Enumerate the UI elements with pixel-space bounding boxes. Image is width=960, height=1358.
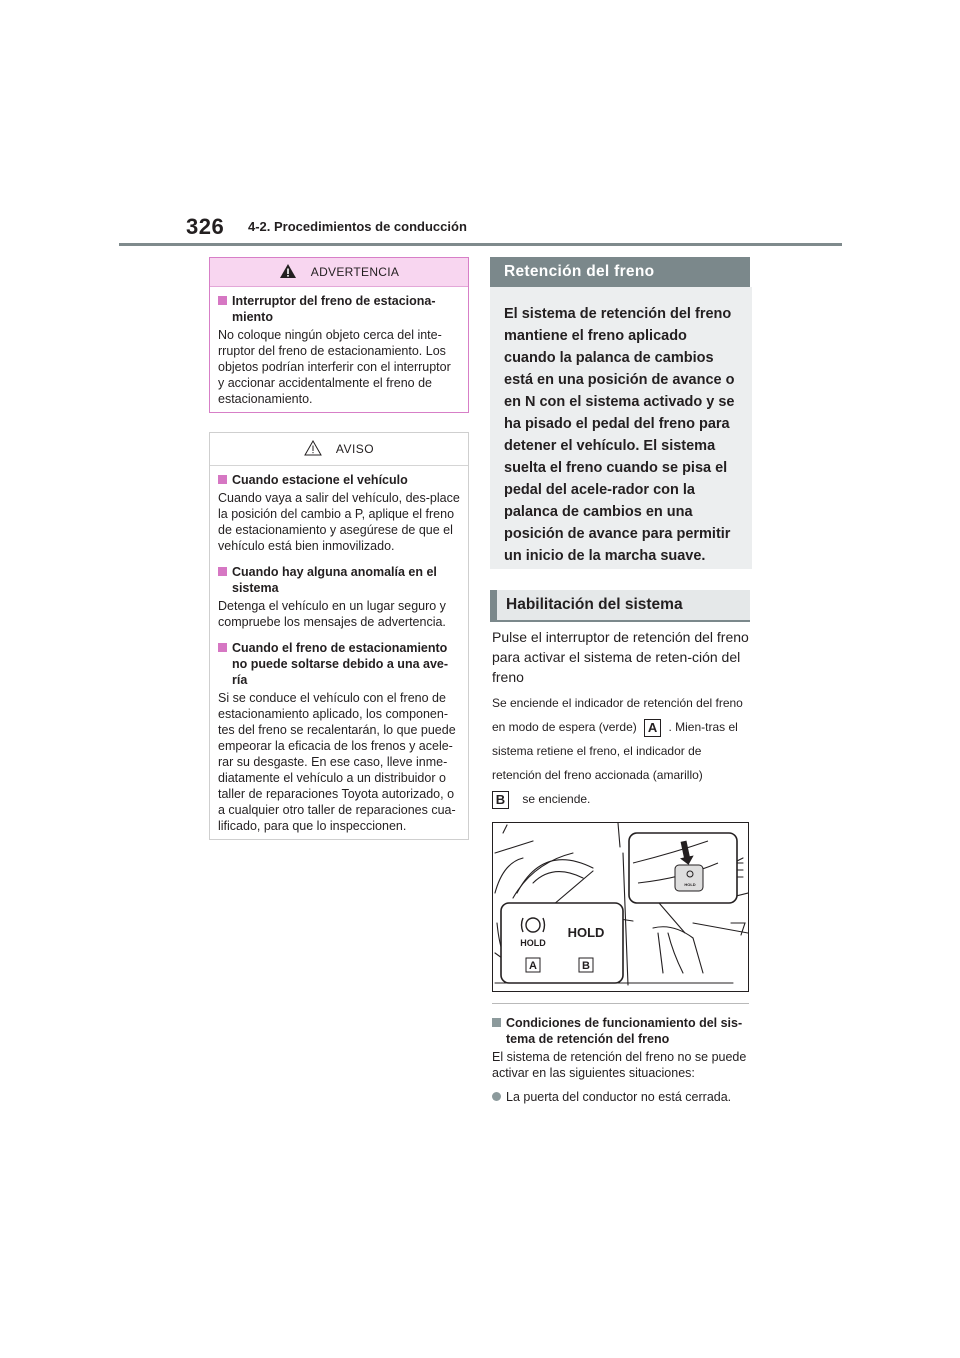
warning-triangle-icon <box>279 263 297 283</box>
notice-header <box>210 433 468 466</box>
notice-item-heading-text: Cuando el freno de estacionamiento no puede soltarse debido a una ave-ría <box>232 641 449 687</box>
notice-item-text: Cuando vaya a salir del vehículo, des-place la posición del cambio a P, aplique el freno de estacionamiento y asegúrese de que el vehículo está bien inmovilizado. <box>218 491 460 553</box>
warning-heading-text: Interruptor del freno de estaciona-miento <box>232 294 436 324</box>
figure-divider <box>492 1003 749 1004</box>
enable-note-text: . Mien-tras el sistema retiene el freno, el indicador de retención del freno accionada (amarillo) <box>492 720 738 782</box>
notice-item-heading-text: Cuando hay alguna anomalía en el sistema <box>232 565 437 595</box>
square-bullet-icon <box>218 475 227 484</box>
page-number: 326 <box>186 214 225 239</box>
switch-hold-label: HOLD <box>684 882 696 887</box>
square-bullet-icon <box>218 296 227 305</box>
warning-subheading <box>218 293 460 325</box>
conditions-bullet-text: La puerta del conductor no está cerrada. <box>506 1090 732 1104</box>
notice-box <box>209 432 469 840</box>
enable-step: Pulse el interruptor de retención del freno para activar el sistema de reten-ción del freno <box>492 629 749 685</box>
warning-text: No coloque ningún objeto cerca del inte-rruptor del freno de estacionamiento. Los objetos podrían interferir con el interruptor y accionar accidentalmente el freno de estacionamiento. <box>218 328 451 406</box>
enable-title: Habilitación del sistema <box>490 590 750 622</box>
warning-title: ADVERTENCIA <box>310 265 400 279</box>
notice-item-text: Si se conduce el vehículo con el freno de estacionamiento aplicado, los componen-tes del freno se recalentarán, lo que puede empeorar la eficacia de los frenos y acele-rar su desgaste. En ese caso, lleve inme-diatamente el vehículo a un distribuidor o taller de reparaciones Toyota autorizado, o a cualquier otro taller de reparaciones cua-lificado, para que lo inspeccionen. <box>218 691 456 833</box>
enable-note-text: Se enciende el indicador de retención del freno en modo de espera (verde) <box>492 696 743 734</box>
header-rule <box>119 243 842 246</box>
figure-label-b: B <box>582 960 590 972</box>
conditions-bullet <box>492 1089 750 1105</box>
conditions-text: El sistema de retención del freno no se puede activar en las siguientes situaciones: <box>492 1050 747 1080</box>
conditions-heading-text: Condiciones de funcionamiento del sis-tema de retención del freno <box>506 1016 743 1046</box>
square-bullet-icon <box>492 1018 501 1027</box>
round-bullet-icon <box>492 1092 501 1101</box>
indicator-hold-text: HOLD <box>567 925 605 940</box>
brake-hold-title: Retención del freno <box>490 257 750 287</box>
brake-hold-illustration <box>492 822 749 992</box>
label-b-tag: B <box>492 791 509 809</box>
notice-item-heading-text: Cuando estacione el vehículo <box>232 473 408 487</box>
label-a-tag: A <box>644 719 661 737</box>
section-title: 4-2. Procedimientos de conducción <box>248 219 467 234</box>
square-bullet-icon <box>218 567 227 576</box>
conditions-section <box>492 1015 750 1105</box>
enable-note <box>492 691 750 811</box>
brake-hold-intro: El sistema de retención del freno mantiene el freno aplicado cuando la palanca de cambios está en una posición de avance o en N con el sistema activado y se ha pisado el pedal del freno para detener el vehículo. El sistema suelta el freno cuando se pisa el pedal del acele-rador con la palanca de cambios en una posición de avance para permitir un inicio de la marcha suave. <box>490 287 752 569</box>
notice-item-heading <box>218 472 460 488</box>
caution-triangle-icon <box>304 440 322 460</box>
notice-item-text: Detenga el vehículo en un lugar seguro y compruebe los mensajes de advertencia. <box>218 599 446 629</box>
notice-title: AVISO <box>335 442 375 456</box>
figure-label-a: A <box>529 960 537 972</box>
notice-item-heading <box>218 640 460 688</box>
dashboard-illustration <box>493 823 749 992</box>
enable-note-text: se enciende. <box>522 792 591 806</box>
conditions-heading <box>492 1015 750 1047</box>
notice-item-heading <box>218 564 460 596</box>
warning-box <box>209 257 469 413</box>
square-bullet-icon <box>218 643 227 652</box>
icon-hold-label: HOLD <box>520 938 546 948</box>
warning-header <box>210 258 468 287</box>
